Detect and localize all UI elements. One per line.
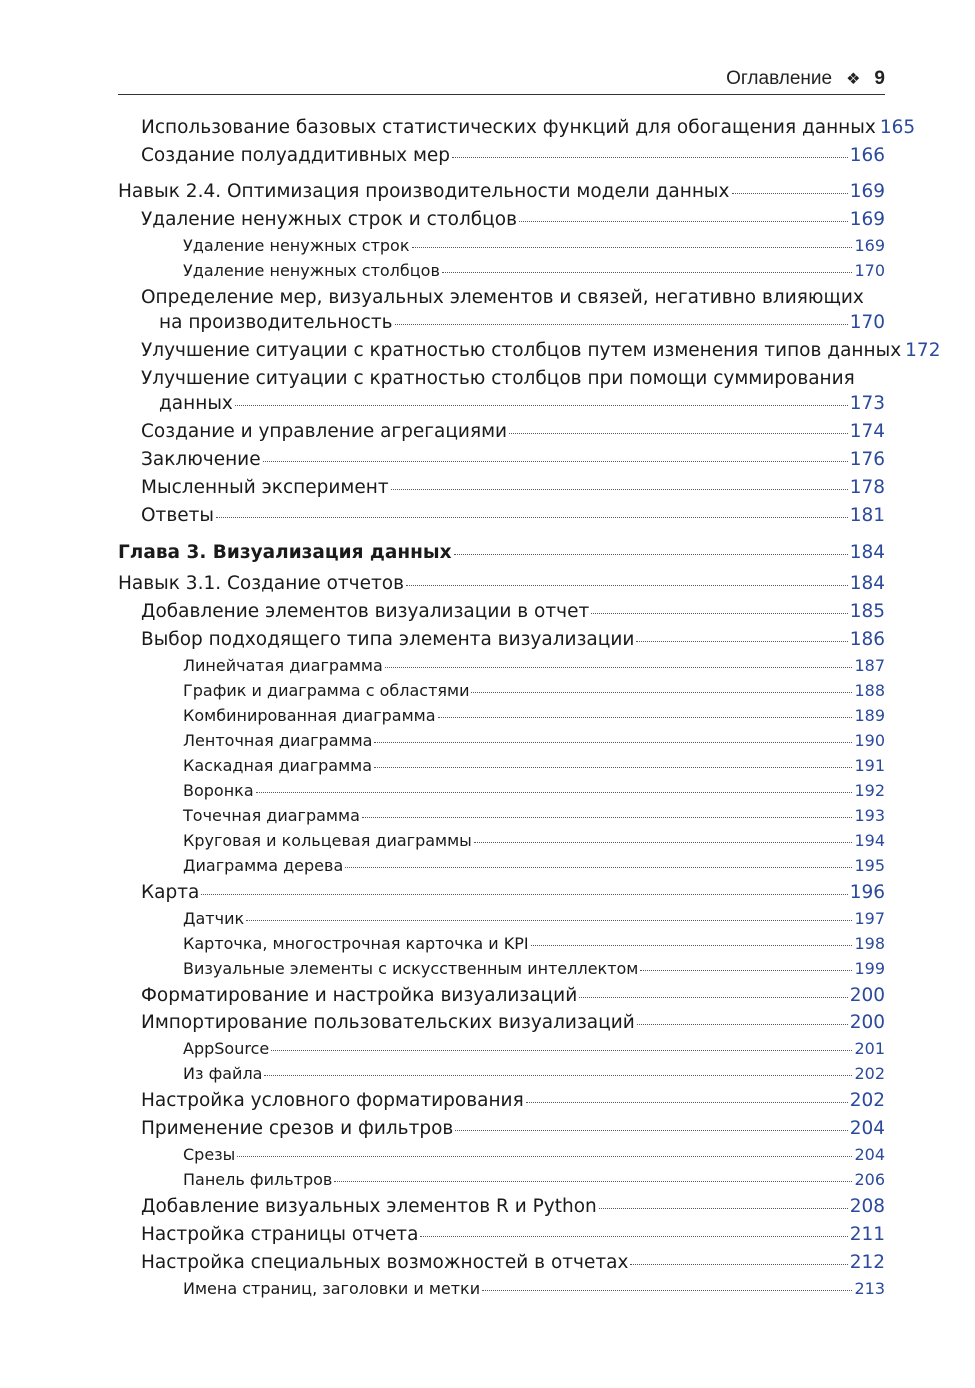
toc-entry-title: График и диаграмма с областями	[183, 681, 470, 700]
toc-entry-page: 202	[854, 1064, 885, 1083]
toc-entry[interactable]	[141, 1224, 885, 1245]
toc-leader-dots	[591, 612, 847, 614]
toc-entry-page: 166	[849, 145, 885, 166]
toc-entry-page: 174	[849, 421, 885, 442]
toc-entry-page: 190	[854, 731, 885, 750]
toc-section-entry[interactable]	[118, 573, 885, 594]
toc-leader-dots	[640, 969, 852, 971]
running-header	[118, 62, 885, 95]
toc-entry[interactable]	[141, 209, 885, 230]
toc-leader-dots	[454, 553, 848, 555]
toc-chapter-entry[interactable]	[118, 542, 885, 563]
toc-leader-dots	[452, 156, 848, 158]
toc-leader-dots	[455, 1129, 847, 1131]
toc-entry-page: 184	[849, 573, 885, 594]
toc-entry[interactable]	[141, 477, 885, 498]
toc-entry-page: 193	[854, 806, 885, 825]
toc-entry-title: Срезы	[183, 1145, 236, 1164]
toc-entry-page: 165	[879, 117, 916, 138]
toc-entry-title: Воронка	[183, 781, 254, 800]
toc-subentry[interactable]	[183, 261, 885, 280]
toc-leader-dots	[334, 1180, 852, 1182]
toc-entry-title: Использование базовых статистических функций для обогащения данных	[141, 117, 876, 138]
toc-entry-title: AppSource	[183, 1039, 270, 1058]
toc-entry-page: 188	[854, 681, 885, 700]
toc-entry[interactable]	[141, 145, 885, 166]
toc-subentry[interactable]	[183, 681, 885, 700]
toc-entry-title: Удаление ненужных строк	[183, 236, 410, 255]
toc-leader-dots	[237, 1155, 852, 1157]
header-section-title: Оглавление	[726, 68, 833, 89]
toc-entry[interactable]	[141, 1090, 885, 1111]
toc-entry-title-line1: Определение мер, визуальных элементов и связей, негативно влияющих	[141, 287, 864, 308]
toc-leader-dots	[636, 640, 847, 642]
toc-entry-title: Навык 3.1. Создание отчетов	[118, 573, 404, 594]
toc-entry-page: 184	[849, 542, 885, 563]
toc-leader-dots	[256, 791, 853, 793]
toc-entry-page: 211	[849, 1224, 885, 1245]
toc-entry-title: на производительность	[159, 312, 393, 333]
toc-entry-page: 169	[849, 209, 885, 230]
toc-entry-title: Панель фильтров	[183, 1170, 333, 1189]
toc-entry-title: Мысленный эксперимент	[141, 477, 389, 498]
toc-entry-title: Имена страниц, заголовки и метки	[183, 1279, 481, 1298]
toc-entry-page: 199	[854, 959, 885, 978]
toc-subentry[interactable]	[183, 856, 885, 875]
toc-entry-title: Добавление визуальных элементов R и Python	[141, 1196, 597, 1217]
toc-entry[interactable]	[141, 340, 941, 361]
toc-entry-title: Выбор подходящего типа элемента визуализации	[141, 629, 635, 650]
toc-leader-dots	[385, 666, 853, 668]
diamond-ornament-icon: ❖	[846, 71, 861, 88]
toc-entry-title: Навык 2.4. Оптимизация производительности модели данных	[118, 181, 730, 202]
toc-entry-page: 173	[849, 393, 885, 414]
toc-entry-page: 176	[849, 449, 885, 470]
toc-entry-title: Точечная диаграмма	[183, 806, 360, 825]
toc-entry-title: Создание и управление агрегациями	[141, 421, 508, 442]
toc-leader-dots	[391, 488, 848, 490]
toc-entry[interactable]	[141, 421, 885, 442]
toc-entry-page: 169	[849, 181, 885, 202]
toc-leader-dots	[471, 691, 852, 693]
toc-entry[interactable]	[141, 629, 885, 650]
toc-subentry[interactable]	[183, 781, 885, 800]
toc-entry-page: 204	[854, 1145, 885, 1164]
toc-entry-title: Удаление ненужных столбцов	[183, 261, 440, 280]
toc-entry-title: Применение срезов и фильтров	[141, 1118, 454, 1139]
toc-leader-dots	[374, 741, 852, 743]
toc-entry-title: данных	[159, 393, 233, 414]
toc-subentry[interactable]	[183, 806, 885, 825]
toc-entry[interactable]	[141, 449, 885, 470]
toc-entry-title: Из файла	[183, 1064, 263, 1083]
toc-entry-title: Создание полуаддитивных мер	[141, 145, 451, 166]
toc-leader-dots	[526, 1101, 848, 1103]
toc-entry-title: Круговая и кольцевая диаграммы	[183, 831, 472, 850]
toc-entry-page: 170	[849, 312, 885, 333]
toc-entry-title: Настройка условного форматирования	[141, 1090, 524, 1111]
toc-leader-dots	[412, 246, 853, 248]
toc-leader-dots	[345, 866, 852, 868]
toc-subentry[interactable]	[183, 731, 885, 750]
toc-subentry[interactable]	[183, 1064, 885, 1083]
toc-entry-page: 200	[849, 985, 885, 1006]
toc-entry[interactable]	[141, 1252, 885, 1273]
toc-entry-page: 185	[849, 601, 885, 622]
toc-leader-dots	[519, 220, 848, 222]
toc-entry[interactable]	[141, 985, 885, 1006]
toc-subentry[interactable]	[183, 756, 885, 775]
toc-leader-dots	[630, 1263, 847, 1265]
toc-subentry[interactable]	[183, 1170, 885, 1189]
toc-leader-dots	[395, 323, 848, 325]
toc-leader-dots	[263, 460, 848, 462]
toc-entry-page: 202	[849, 1090, 885, 1111]
toc-entry-title: Ответы	[141, 505, 215, 526]
toc-leader-dots	[246, 919, 852, 921]
toc-entry-title: Заключение	[141, 449, 261, 470]
toc-entry-title: Удаление ненужных строк и столбцов	[141, 209, 517, 230]
toc-subentry[interactable]	[183, 1145, 885, 1164]
toc-subentry[interactable]	[183, 236, 885, 255]
toc-entry-page: 170	[854, 261, 885, 280]
header-page-number: 9	[874, 68, 885, 89]
toc-entry[interactable]	[141, 1012, 885, 1033]
toc-entry-page: 189	[854, 706, 885, 725]
toc-leader-dots	[374, 766, 852, 768]
toc-entry-page: 169	[854, 236, 885, 255]
toc-entry[interactable]	[141, 117, 916, 138]
toc-leader-dots	[482, 1289, 852, 1291]
toc-leader-dots	[599, 1207, 848, 1209]
toc-entry-page: 187	[854, 656, 885, 675]
toc-entry-title: Форматирование и настройка визуализаций	[141, 985, 578, 1006]
toc-entry[interactable]	[141, 1118, 885, 1139]
toc-entry-page: 195	[854, 856, 885, 875]
toc-entry-page: 208	[849, 1196, 885, 1217]
toc-entry-page: 196	[849, 882, 885, 903]
toc-entry-page: 186	[849, 629, 885, 650]
toc-leader-dots	[474, 841, 853, 843]
toc-entry-page: 172	[905, 340, 941, 361]
toc-entry-page: 194	[854, 831, 885, 850]
toc-subentry[interactable]	[183, 706, 885, 725]
toc-entry-title: Улучшение ситуации с кратностью столбцов путем изменения типов данных	[141, 340, 902, 361]
toc-leader-dots	[362, 816, 853, 818]
toc-entry-title-line1: Улучшение ситуации с кратностью столбцов при помощи суммирования	[141, 368, 855, 389]
toc-leader-dots	[509, 432, 848, 434]
toc-leader-dots	[531, 944, 853, 946]
toc-entry-page: 178	[849, 477, 885, 498]
header-right	[726, 68, 885, 90]
toc-entry-page: 213	[854, 1279, 885, 1298]
toc-leader-dots	[732, 192, 848, 194]
toc-entry-title: Каскадная диаграмма	[183, 756, 373, 775]
toc-leader-dots	[264, 1074, 852, 1076]
toc-entry-page: 192	[854, 781, 885, 800]
toc-entry[interactable]	[141, 601, 885, 622]
toc-leader-dots	[235, 404, 848, 406]
toc-entry-page: 191	[854, 756, 885, 775]
toc-entry-page: 204	[849, 1118, 885, 1139]
toc-entry[interactable]	[159, 312, 885, 333]
toc-entry-title: Ленточная диаграмма	[183, 731, 373, 750]
toc-entry[interactable]	[141, 1196, 885, 1217]
toc-entry-title: Линейчатая диаграмма	[183, 656, 383, 675]
toc-subentry[interactable]	[183, 656, 885, 675]
toc-section-entry[interactable]	[118, 181, 885, 202]
toc-leader-dots	[420, 1235, 847, 1237]
toc-subentry[interactable]	[183, 909, 885, 928]
toc-entry-page: 212	[849, 1252, 885, 1273]
toc-entry-title: Визуальные элементы с искусственным интеллектом	[183, 959, 639, 978]
toc-entry-title: Диаграмма дерева	[183, 856, 344, 875]
toc-leader-dots	[216, 516, 848, 518]
toc-leader-dots	[271, 1049, 852, 1051]
toc-leader-dots	[579, 996, 847, 998]
toc-entry-title: Датчик	[183, 909, 245, 928]
toc-entry[interactable]	[159, 393, 885, 414]
toc-entry-page: 197	[854, 909, 885, 928]
toc-entry-title: Настройка специальных возможностей в отчетах	[141, 1252, 629, 1273]
toc-leader-dots	[442, 271, 853, 273]
toc-entry[interactable]	[141, 882, 885, 903]
toc-entry-title: Глава 3. Визуализация данных	[118, 542, 452, 563]
toc-leader-dots	[438, 716, 853, 718]
toc-subentry[interactable]	[183, 831, 885, 850]
toc-leader-dots	[201, 893, 847, 895]
toc-entry-page: 206	[854, 1170, 885, 1189]
toc-subentry[interactable]	[183, 1279, 885, 1298]
toc-entry-page: 198	[854, 934, 885, 953]
toc-entry-title: Настройка страницы отчета	[141, 1224, 419, 1245]
toc-entry-title: Импортирование пользовательских визуализаций	[141, 1012, 635, 1033]
toc-subentry[interactable]	[183, 934, 885, 953]
toc-subentry[interactable]	[183, 1039, 885, 1058]
toc-entry-title: Добавление элементов визуализации в отчет	[141, 601, 590, 622]
toc-entry-page: 201	[854, 1039, 885, 1058]
toc-entry-page: 200	[849, 1012, 885, 1033]
toc-entry-page: 181	[849, 505, 885, 526]
toc-leader-dots	[637, 1023, 848, 1025]
toc-entry[interactable]	[141, 505, 885, 526]
toc-leader-dots	[406, 584, 848, 586]
toc-entry-title: Карта	[141, 882, 200, 903]
toc-subentry[interactable]	[183, 959, 885, 978]
toc-entry-title: Комбинированная диаграмма	[183, 706, 436, 725]
toc-entry-title: Карточка, многострочная карточка и KPI	[183, 934, 529, 953]
